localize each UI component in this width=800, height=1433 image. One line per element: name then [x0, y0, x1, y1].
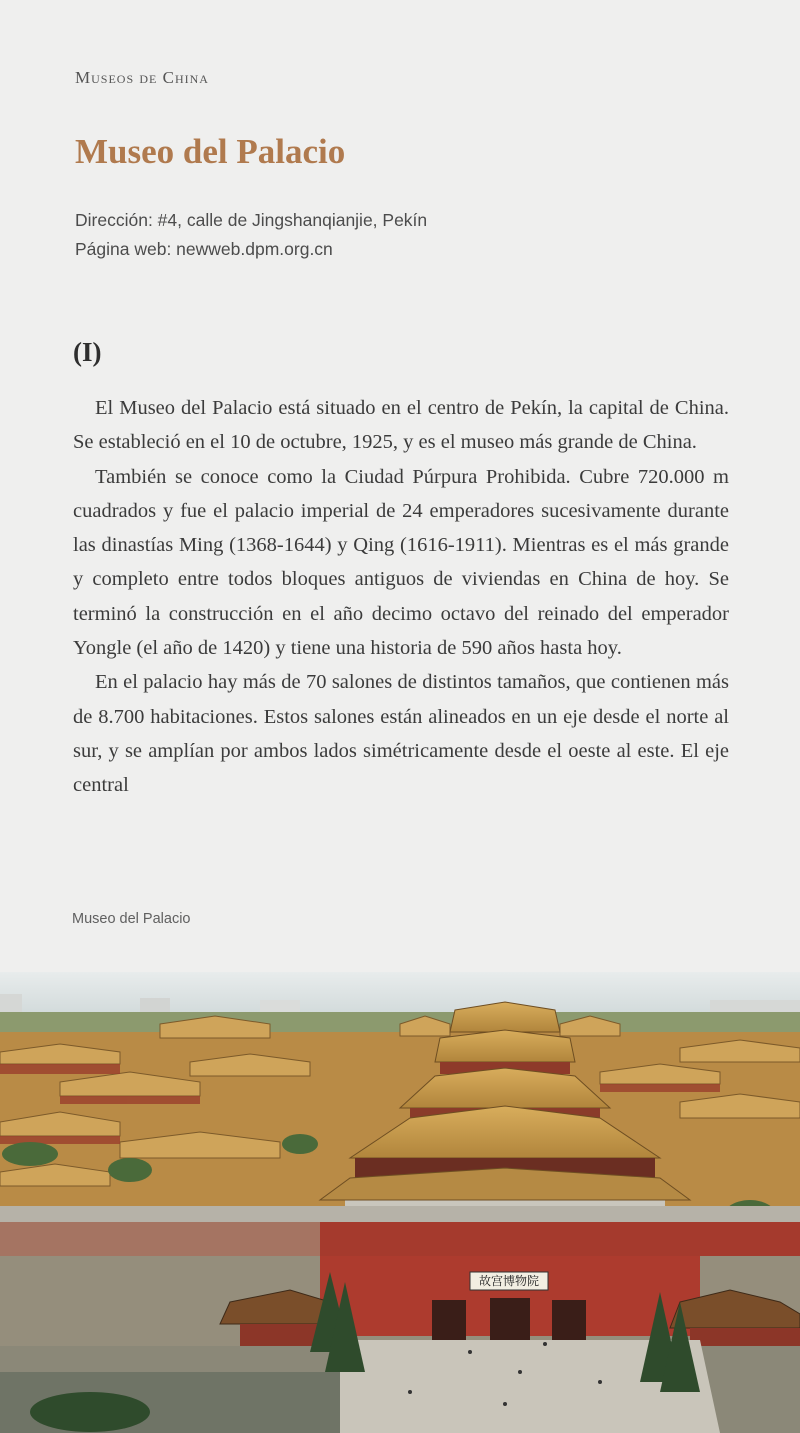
photo-caption: Museo del Palacio — [72, 911, 191, 927]
running-head: Museos de China — [75, 68, 209, 87]
website-line: Página web: newweb.dpm.org.cn — [75, 239, 333, 259]
address-line: Dirección: #4, calle de Jingshanqianjie, Pekín — [75, 210, 428, 230]
paragraph: El Museo del Palacio está situado en el centro de Pekín, la capital de China. Se estableció en el 10 de octubre, 1925, y es el museo más grande de China. — [73, 397, 729, 454]
forbidden-city-photo — [0, 972, 800, 1433]
body-text — [73, 391, 729, 803]
palace-illustration — [0, 972, 800, 1433]
paragraph: En el palacio hay más de 70 salones de distintos tamaños, que contienen más de 8.700 habitaciones. Estos salones están alineados en un eje desde el norte al sur, y se amplían por ambos lados simétricamente desde el oeste al este. El eje central — [73, 671, 729, 797]
gate-plaque-text: 故宫博物院 — [478, 1274, 540, 1288]
page-title: Museo del Palacio — [75, 132, 346, 171]
section-heading: (I) — [73, 337, 102, 367]
museum-info — [75, 206, 427, 264]
paragraph: También se conoce como la Ciudad Púrpura Prohibida. Cubre 720.000 m cuadrados y fue el palacio imperial de 24 emperadores sucesivamente durante las dinastías Ming (1368-1644) y Qing (1616-1911). Mientras es el más grande y completo entre todos bloques antiguos de viviendas en China de hoy. Se terminó la construcción en el año decimo octavo del reinado del emperador Yongle (el año de 1420) y tiene una historia de 590 años hasta hoy. — [73, 465, 729, 660]
